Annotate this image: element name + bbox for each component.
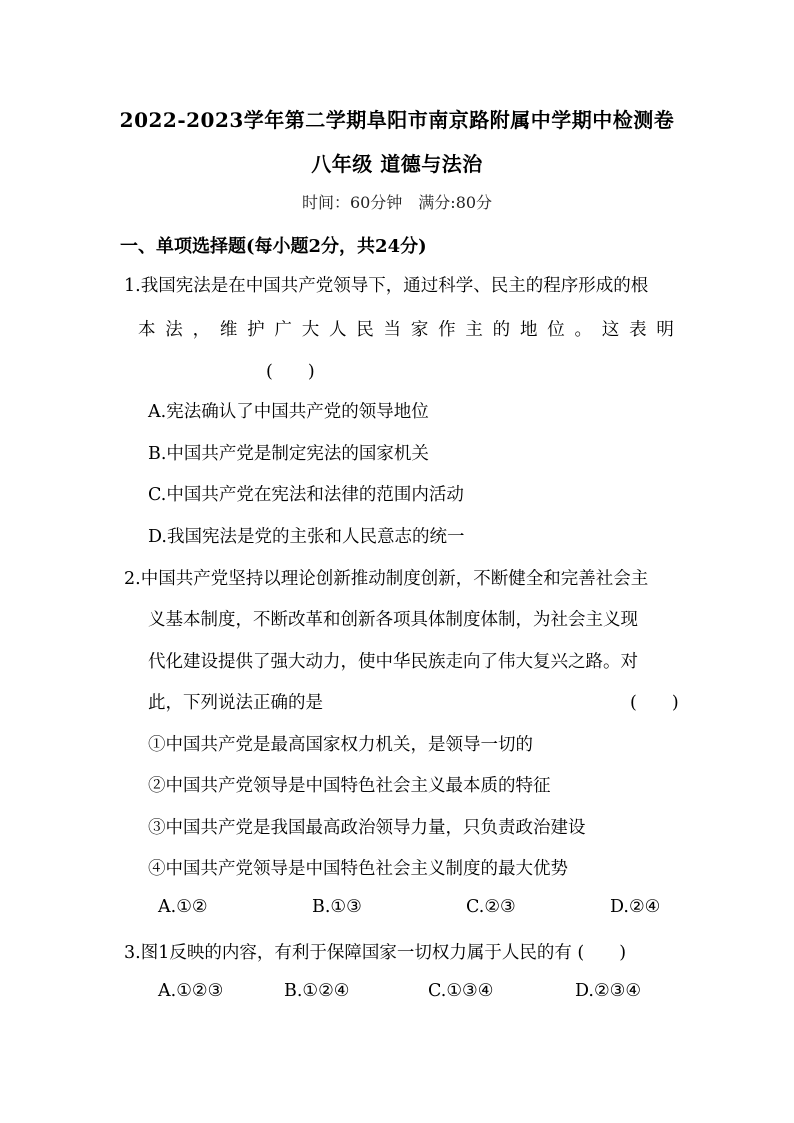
- q2-statement-3: ③中国共产党是我国最高政治领导力量，只负责政治建设: [148, 818, 586, 838]
- q1-option-b: B.中国共产党是制定宪法的国家机关: [148, 444, 429, 464]
- q2-option-b: B.①③: [312, 897, 362, 917]
- q1-option-a: A.宪法确认了中国共产党的领导地位: [148, 402, 429, 422]
- q2-statement-1: ①中国共产党是最高国家权力机关，是领导一切的: [148, 735, 533, 755]
- q1-line-2: 本 法 ， 维 护 广 大 人 民 当 家 作 主 的 地 位 。 这 表 明: [138, 320, 674, 340]
- q3-option-a: A.①②③: [158, 981, 224, 1001]
- q3-option-b: B.①②④: [284, 981, 350, 1001]
- q3-line-1: 3.图1反映的内容，有利于保障国家一切权力属于人民的有 ( ): [124, 943, 627, 963]
- q1-option-d: D.我国宪法是党的主张和人民意志的统一: [148, 527, 465, 547]
- page-subtitle: 八年级 道德与法治: [311, 152, 483, 176]
- exam-info: 时间：60分钟 满分:80分: [301, 193, 493, 212]
- q2-line-3: 代化建设提供了强大动力，使中华民族走向了伟大复兴之路。对: [148, 652, 638, 672]
- q2-line-1: 2.中国共产党坚持以理论创新推动制度创新，不断健全和完善社会主: [124, 569, 649, 589]
- q3-option-c: C.①③④: [428, 981, 494, 1001]
- q3-option-d: D.②③④: [575, 981, 642, 1001]
- q2-line-2: 义基本制度，不断改革和创新各项具体制度体制，为社会主义现: [148, 610, 638, 630]
- q2-statement-2: ②中国共产党领导是中国特色社会主义最本质的特征: [148, 776, 551, 796]
- q1-line-1: 1.我国宪法是在中国共产党领导下，通过科学、民主的程序形成的根: [124, 276, 649, 296]
- q2-option-a: A.①②: [158, 897, 208, 917]
- q2-statement-4: ④中国共产党领导是中国特色社会主义制度的最大优势: [148, 859, 568, 879]
- section-heading: 一、单项选择题(每小题2分，共24分): [120, 236, 427, 257]
- q1-answer-bracket: ( ): [266, 362, 315, 382]
- page-title: 2022-2023学年第二学期阜阳市南京路附属中学期中检测卷: [119, 108, 675, 132]
- q2-answer-bracket: ( ): [630, 693, 679, 713]
- q2-line-4: 此，下列说法正确的是: [148, 693, 323, 713]
- q2-option-c: C.②③: [466, 897, 516, 917]
- q2-option-d: D.②④: [610, 897, 661, 917]
- q1-option-c: C.中国共产党在宪法和法律的范围内活动: [148, 485, 464, 505]
